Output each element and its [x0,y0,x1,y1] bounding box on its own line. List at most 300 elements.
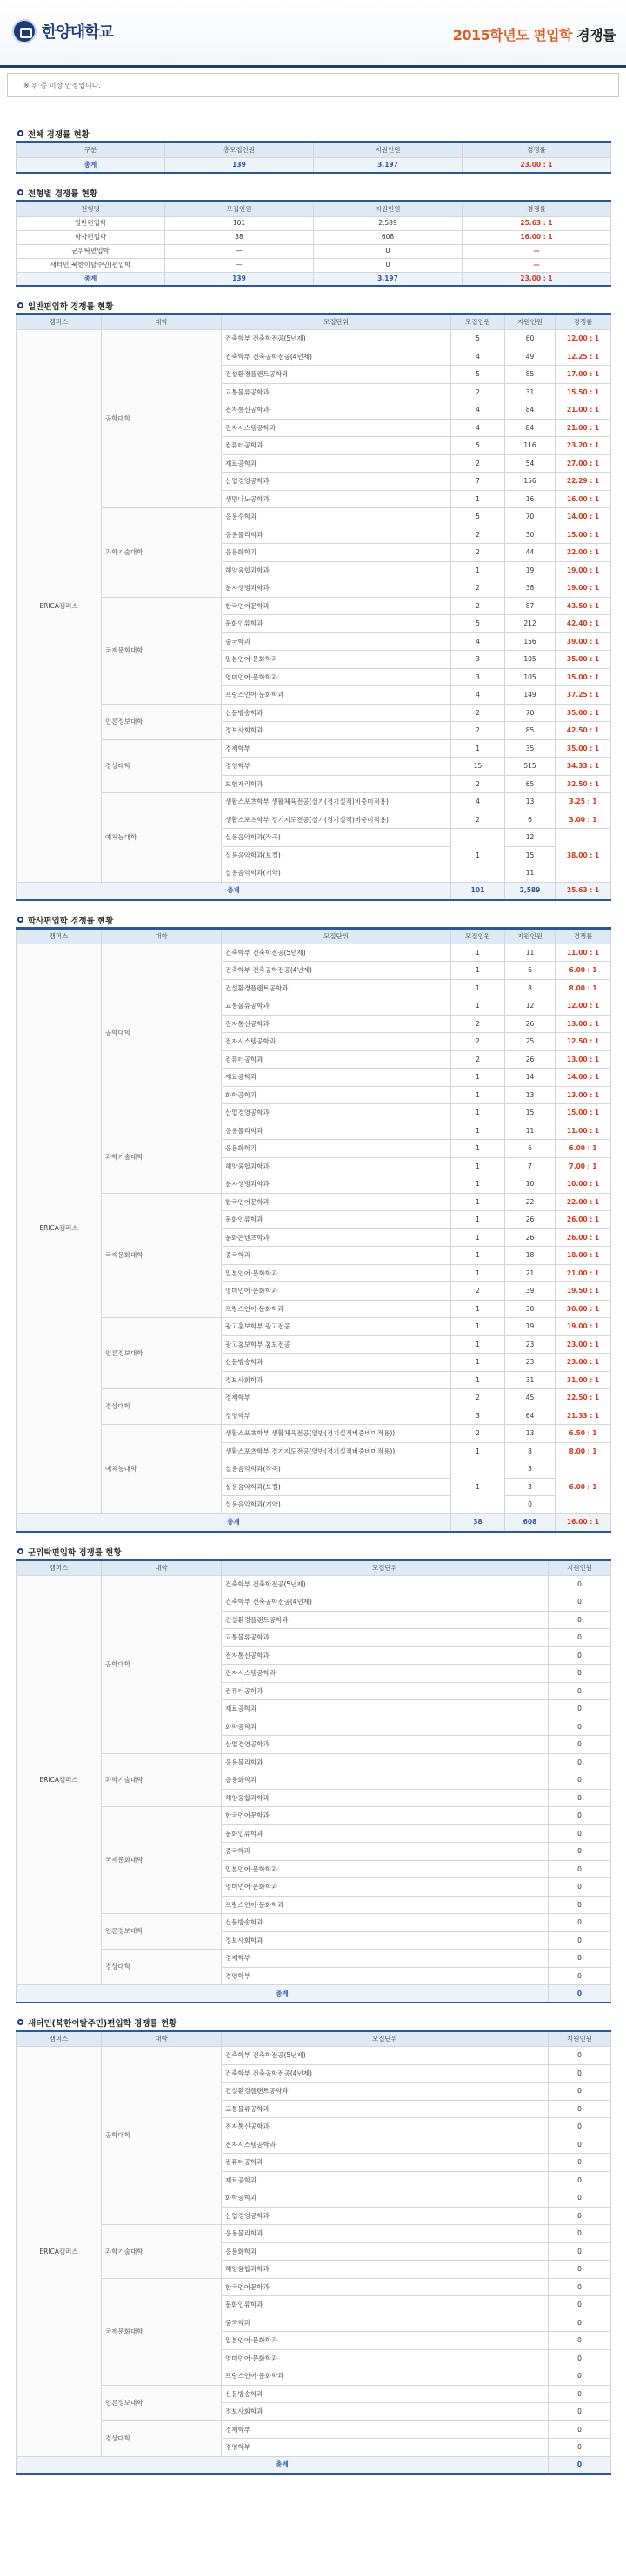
applicants-cell: 0 [505,1496,556,1514]
applicants-cell: 0 [549,1700,611,1718]
column-header: 경쟁률 [556,928,611,944]
applicants-cell: 0 [549,1753,611,1771]
college-cell: 언론정보대학 [102,704,222,739]
header-row [17,201,611,216]
bullet-icon [17,1548,23,1554]
table-cell: 총계 [17,272,165,286]
applicants-cell: 0 [549,2439,611,2457]
table-cell: 학사편입학 [17,230,165,244]
unit-cell: 건축학부 건축학전공(5년제) [222,944,451,962]
column-header: 전형명 [17,201,165,216]
section5-table [16,1559,611,2004]
applicants-cell: 11 [505,944,556,962]
table-row [17,244,611,258]
applicants-cell: 70 [505,704,556,722]
applicants-cell: 31 [505,383,556,401]
unit-cell: 영미언어·문화학과 [222,1282,451,1301]
applicants-cell: 0 [549,2349,611,2367]
rate-cell: 15.50 : 1 [556,383,611,401]
unit-cell: 전자통신공학과 [222,2118,549,2136]
title-year: 2015학년도 [452,27,529,43]
unit-cell: 응용화학과 [222,544,451,562]
unit-cell: 건축학부 건축학전공(5년제) [222,2047,549,2065]
college-cell: 국제문화대학 [102,1807,222,1914]
unit-cell: 전자시스템공학과 [222,2136,549,2154]
applicants-cell: 116 [505,437,556,455]
applicants-cell: 49 [505,348,556,366]
rate-cell: 19.50 : 1 [556,1282,611,1301]
rate-cell: 19.00 : 1 [556,561,611,579]
column-header: 모집단위 [222,1560,549,1575]
quota-cell: 2 [451,1282,505,1301]
table-cell: 군위탁편입학 [17,244,165,258]
unit-cell: 신문방송학과 [222,2385,549,2403]
applicants-cell: 0 [549,2064,611,2083]
page-title [453,24,616,44]
college-cell: 국제문화대학 [102,1193,222,1318]
section6-table [16,2030,611,2475]
unit-cell: 중국학과 [222,632,451,651]
unit-cell: 문화인류학과 [222,1211,451,1229]
applicants-cell: 0 [549,1665,611,1683]
quota-cell: 2 [451,526,505,544]
rate-cell: 12.00 : 1 [556,330,611,348]
rate-cell: 12.50 : 1 [556,1033,611,1051]
rate-cell: 38.00 : 1 [556,829,611,883]
unit-cell: 분자생명과학과 [222,1175,451,1194]
rate-cell: 13.00 : 1 [556,1015,611,1033]
unit-cell: 응용화학과 [222,2242,549,2261]
total-label: 총계 [17,2456,549,2474]
total-applicants: 0 [549,1985,611,2003]
table-row [17,2225,611,2243]
college-cell: 공학대학 [102,330,222,508]
unit-cell: 재료공학과 [222,1069,451,1087]
table-row [17,258,611,272]
college-cell: 공학대학 [102,2047,222,2225]
column-header: 구분 [17,142,165,158]
campus-cell: ERICA캠퍼스 [17,2047,102,2457]
applicants-cell: 25 [505,1033,556,1051]
unit-cell: 교통물류공학과 [222,383,451,401]
header-row [17,2031,611,2047]
applicants-cell: 0 [549,2296,611,2314]
college-cell: 공학대학 [102,1575,222,1753]
table-row [17,508,611,526]
university-logo[interactable] [12,19,113,43]
table-cell: 2,589 [314,216,463,230]
header-row [17,142,611,158]
quota-cell: 1 [451,1318,505,1336]
table-row [17,1389,611,1407]
unit-cell: 문화콘텐츠학과 [222,1228,451,1247]
applicants-cell: 0 [549,1914,611,1932]
applicants-cell: 44 [505,544,556,562]
rate-cell: 31.00 : 1 [556,1371,611,1389]
applicants-cell: 0 [549,2136,611,2154]
applicants-cell: 11 [505,1122,556,1140]
column-header: 경쟁률 [463,142,611,158]
column-header: 대학 [102,315,222,330]
rate-cell: 18.00 : 1 [556,1247,611,1265]
unit-cell: 응용물리학과 [222,526,451,544]
rate-cell: 15.00 : 1 [556,1104,611,1122]
section-title-bachelor [16,911,610,927]
unit-cell: 산업경영공학과 [222,473,451,491]
quota-cell: 1 [451,1122,505,1140]
table-row [17,2420,611,2439]
column-header: 경쟁률 [556,315,611,330]
unit-cell: 전자시스템공학과 [222,1033,451,1051]
applicants-cell: 0 [549,2118,611,2136]
column-header: 지원인원 [314,201,463,216]
rate-cell: 23.00 : 1 [556,1354,611,1372]
unit-cell: 실용음악학과(보컬) [222,846,451,864]
table-cell: 일반편입학 [17,216,165,230]
applicants-cell: 0 [549,1896,611,1914]
table-row [17,216,611,230]
college-cell: 과학기술대학 [102,1753,222,1807]
quota-cell: 1 [451,1442,505,1460]
unit-cell: 생활스포츠학부 생활체육전공(일반(경기실적비중비미적용)) [222,1425,451,1443]
unit-cell: 건축학부 건축공학전공(4년제) [222,962,451,980]
quota-cell: 1 [451,1354,505,1372]
total-quota: 38 [451,1513,505,1532]
college-cell: 경상대학 [102,1389,222,1425]
table-row [17,1914,611,1932]
unit-cell: 응용화학과 [222,1140,451,1158]
unit-cell: 해양융합과학과 [222,2261,549,2279]
total-label: 총계 [17,882,451,900]
table-cell: 새터민(북한이탈주민)편입학 [17,258,165,272]
unit-cell: 보험계리학과 [222,775,451,793]
quota-cell: 5 [451,330,505,348]
quota-cell: 1 [451,1157,505,1175]
applicants-cell: 23 [505,1335,556,1354]
applicants-cell: 35 [505,739,556,758]
table-cell: 139 [165,158,314,173]
rate-cell: 23.00 : 1 [556,1335,611,1354]
applicants-cell: 45 [505,1389,556,1407]
section-title-text: 전체 경쟁률 현황 [28,130,90,140]
total-label: 총계 [17,1985,549,2003]
section-title-text: 학사편입학 경쟁률 현황 [28,916,114,926]
unit-cell: 전자통신공학과 [222,401,451,420]
college-cell: 경상대학 [102,739,222,793]
quota-cell: 2 [451,704,505,722]
applicants-cell: 13 [505,793,556,811]
rate-cell: 23.00 : 1 [463,158,611,173]
total-rate: 25.63 : 1 [556,882,611,900]
rate-cell: 16.00 : 1 [556,490,611,508]
quota-cell: 1 [451,944,505,962]
table-cell: 3,197 [314,272,463,286]
applicants-cell: 23 [505,1354,556,1372]
applicants-cell: 0 [549,2047,611,2065]
rate-cell: 37.25 : 1 [556,686,611,705]
rate-cell: 12.25 : 1 [556,348,611,366]
applicants-cell: 0 [549,2403,611,2421]
rate-cell: 7.00 : 1 [556,1157,611,1175]
unit-cell: 건설환경플랜트공학과 [222,2083,549,2101]
header-row [17,315,611,330]
unit-cell: 산업경영공학과 [222,1736,549,1754]
rate-cell: 12.00 : 1 [556,997,611,1016]
unit-cell: 컴퓨터공학과 [222,1050,451,1069]
column-header: 경쟁률 [463,201,611,216]
table-row [17,1575,611,1593]
quota-cell: 2 [451,811,505,829]
applicants-cell: 65 [505,775,556,793]
table-row [17,704,611,722]
unit-cell: 경제학부 [222,1950,549,1968]
applicants-cell: 18 [505,1247,556,1265]
unit-cell: 중국학과 [222,1843,549,1861]
applicants-cell: 38 [505,579,556,598]
applicants-cell: 26 [505,1228,556,1247]
column-header: 지원인원 [505,928,556,944]
college-cell: 경상대학 [102,1950,222,1985]
rate-cell: 25.63 : 1 [463,216,611,230]
unit-cell: 경영학부 [222,1407,451,1425]
column-header: 모집인원 [165,201,314,216]
applicants-cell: 156 [505,632,556,651]
applicants-cell: 85 [505,366,556,384]
unit-cell: 경영학부 [222,758,451,776]
rate-cell: 22.29 : 1 [556,473,611,491]
applicants-cell: 0 [549,2332,611,2350]
title-type: 편입학 [533,27,573,43]
rate-cell: 8.00 : 1 [556,979,611,997]
logo-text: 한양대학교 [42,23,113,42]
total-row [17,2456,611,2474]
rate-cell: 14.00 : 1 [556,508,611,526]
quota-cell: 1 [451,1460,505,1514]
total-applicants: 0 [549,2456,611,2474]
rate-cell: 6.00 : 1 [556,1140,611,1158]
unit-cell: 재료공학과 [222,1700,549,1718]
applicants-cell: 64 [505,1407,556,1425]
table-cell: — [165,244,314,258]
unit-cell: 건설환경플랜트공학과 [222,979,451,997]
applicants-cell: 31 [505,1371,556,1389]
unit-cell: 해양융합과학과 [222,1789,549,1807]
table-cell: — [165,258,314,272]
applicants-cell: 21 [505,1264,556,1282]
unit-cell: 전자통신공학과 [222,1646,549,1665]
total-quota: 101 [451,882,505,900]
unit-cell: 광고홍보학부 광고전공 [222,1318,451,1336]
unit-cell: 건설환경플랜트공학과 [222,366,451,384]
applicants-cell: 39 [505,1282,556,1301]
quota-cell: 5 [451,366,505,384]
applicants-cell: 0 [549,2225,611,2243]
column-header: 지원인원 [549,1560,611,1575]
quota-cell: 4 [451,686,505,705]
applicants-cell: 515 [505,758,556,776]
unit-cell: 한국언어문학과 [222,2278,549,2296]
section4-table [16,927,611,1533]
quota-cell: 1 [451,1193,505,1211]
unit-cell: 영미언어·문화학과 [222,668,451,686]
rate-cell: 32.50 : 1 [556,775,611,793]
unit-cell: 한국언어문학과 [222,597,451,615]
unit-cell: 생활스포츠학부 경기지도전공(실기(경기실적)비중미적용) [222,811,451,829]
applicants-cell: 30 [505,526,556,544]
rate-cell: 13.00 : 1 [556,1050,611,1069]
unit-cell: 신문방송학과 [222,1914,549,1932]
section3-table [16,313,611,901]
unit-cell: 중국학과 [222,2314,549,2332]
applicants-cell: 15 [505,846,556,864]
applicants-cell: 0 [549,1807,611,1825]
unit-cell: 영미언어·문화학과 [222,2349,549,2367]
quota-cell: 1 [451,1300,505,1318]
quota-cell: 3 [451,1407,505,1425]
section-title-text: 새터민(북한이탈주민)편입학 경쟁률 현황 [28,2019,177,2029]
section-title-text: 군위탁편입학 경쟁률 현황 [28,1547,122,1558]
unit-cell: 건축학부 건축공학전공(4년제) [222,348,451,366]
table-row [17,2047,611,2065]
quota-cell: 1 [451,829,505,883]
column-header: 대학 [102,1560,222,1575]
applicants-cell: 15 [505,1104,556,1122]
table-row [17,597,611,615]
unit-cell: 실용음악학과(보컬) [222,1478,451,1496]
rate-cell: 22.00 : 1 [556,544,611,562]
rate-cell: 6.00 : 1 [556,1460,611,1514]
rate-cell: 6.50 : 1 [556,1425,611,1443]
quota-cell: 3 [451,668,505,686]
quota-cell: 4 [451,419,505,437]
quota-cell: 15 [451,758,505,776]
unit-cell: 문화인류학과 [222,615,451,633]
applicants-cell: 13 [505,1086,556,1104]
applicants-cell: 6 [505,1140,556,1158]
column-header: 캠퍼스 [17,928,102,944]
applicants-cell: 8 [505,979,556,997]
unit-cell: 정보사회학과 [222,722,451,740]
table-cell: 0 [314,244,463,258]
applicants-cell: 19 [505,561,556,579]
total-applicants: 2,589 [505,882,556,900]
table-row [17,230,611,244]
quota-cell: 3 [451,651,505,669]
unit-cell: 경제학부 [222,2420,549,2439]
quota-cell: 1 [451,1069,505,1087]
applicants-cell: 0 [549,2189,611,2208]
section-title-general [16,297,610,313]
campus-cell: ERICA캠퍼스 [17,330,102,883]
applicants-cell: 19 [505,1318,556,1336]
unit-cell: 프랑스언어·문화학과 [222,1300,451,1318]
unit-cell: 정보사회학과 [222,1371,451,1389]
section-title-overall [16,125,610,141]
applicants-cell: 0 [549,2367,611,2386]
applicants-cell: 0 [549,1718,611,1736]
quota-cell: 2 [451,1050,505,1069]
quota-cell: 4 [451,793,505,811]
table-cell: 3,197 [314,158,463,173]
unit-cell: 응용화학과 [222,1771,549,1790]
column-header: 모집단위 [222,928,451,944]
column-header: 캠퍼스 [17,315,102,330]
applicants-cell: 0 [549,1593,611,1612]
section-title-defector [16,2014,610,2030]
quota-cell: 1 [451,739,505,758]
section2-table [16,200,611,288]
rate-cell: 16.00 : 1 [463,230,611,244]
bullet-icon [17,302,23,308]
unit-cell: 신문방송학과 [222,704,451,722]
rate-cell: 22.50 : 1 [556,1389,611,1407]
applicants-cell: 6 [505,962,556,980]
quota-cell: 1 [451,490,505,508]
unit-cell: 화학공학과 [222,2189,549,2208]
unit-cell: 광고홍보학부 홍보전공 [222,1335,451,1354]
unit-cell: 컴퓨터공학과 [222,1682,549,1700]
unit-cell: 생명나노공학과 [222,490,451,508]
column-header: 지원인원 [314,142,463,158]
college-cell: 예체능대학 [102,1425,222,1514]
section-title-text: 전형별 경쟁률 현황 [28,189,98,199]
rate-cell: 11.00 : 1 [556,944,611,962]
rate-cell: 14.00 : 1 [556,1069,611,1087]
quota-cell: 2 [451,775,505,793]
quota-cell: 1 [451,561,505,579]
rate-cell: 8.00 : 1 [556,1442,611,1460]
section-title-by-type [16,184,610,200]
table-row [17,2278,611,2296]
column-header: 지원인원 [505,315,556,330]
quota-cell: 1 [451,1247,505,1265]
applicants-cell: 105 [505,651,556,669]
unit-cell: 응용물리학과 [222,2225,549,2243]
header-row [17,928,611,944]
rate-cell: 35.00 : 1 [556,668,611,686]
unit-cell: 경제학부 [222,1389,451,1407]
rate-cell: 35.00 : 1 [556,739,611,758]
quota-cell: 2 [451,383,505,401]
quota-cell: 4 [451,348,505,366]
header-row [17,1560,611,1575]
quota-cell: 1 [451,979,505,997]
quota-cell: 2 [451,1033,505,1051]
rate-cell: 39.00 : 1 [556,632,611,651]
applicants-cell: 8 [505,1442,556,1460]
applicants-cell: 26 [505,1050,556,1069]
unit-cell: 건축학부 건축공학전공(4년제) [222,1593,549,1612]
unit-cell: 경제학부 [222,739,451,758]
rate-cell: 35.00 : 1 [556,704,611,722]
quota-cell: 2 [451,597,505,615]
applicants-cell: 14 [505,1069,556,1087]
applicants-cell: 22 [505,1193,556,1211]
applicants-cell: 0 [549,1967,611,1985]
bullet-icon [17,2019,23,2025]
table-cell: 139 [165,272,314,286]
notice-text: ※ 위 증 미장 안정입니다. [23,82,101,89]
unit-cell: 건설환경플랜트공학과 [222,1611,549,1629]
college-cell: 국제문화대학 [102,2278,222,2385]
quota-cell: 1 [451,1264,505,1282]
rate-cell: 42.50 : 1 [556,722,611,740]
applicants-cell: 13 [505,1425,556,1443]
total-rate: 16.00 : 1 [556,1513,611,1532]
table-cell: 38 [165,230,314,244]
quota-cell: 2 [451,544,505,562]
bullet-icon [17,917,23,923]
